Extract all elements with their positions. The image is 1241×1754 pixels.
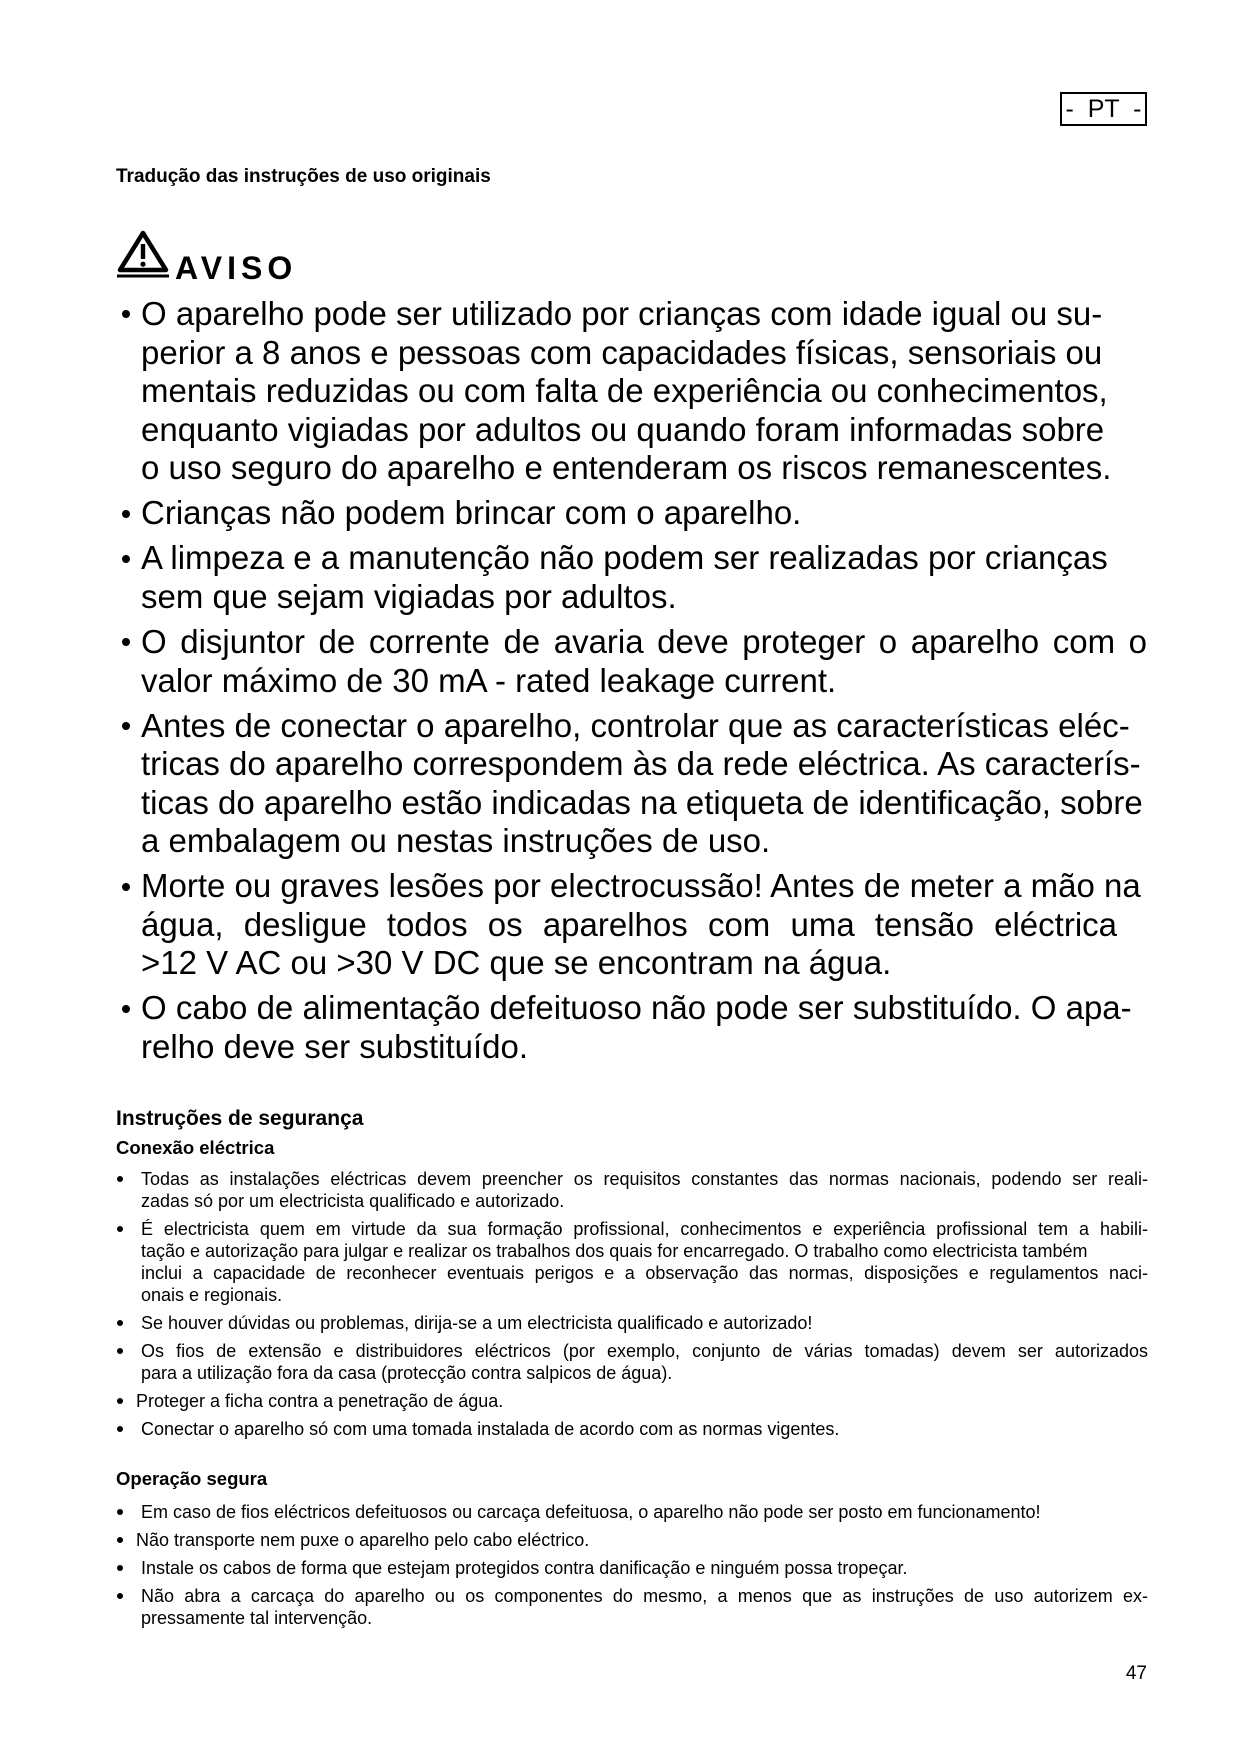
safe-operation-list <box>113 1501 1148 1629</box>
bullet-icon <box>117 1509 123 1515</box>
warning-item-line: Antes de conectar o aparelho, controlar que as características eléc- <box>141 706 1130 744</box>
page-subtitle: Tradução das instruções de uso originais <box>116 166 491 187</box>
list-item <box>113 1218 1148 1306</box>
bullet-icon <box>117 1537 123 1543</box>
warning-item-line: >12 V AC ou >30 V DC que se encontram na água. <box>141 944 892 982</box>
list-item-line: pressamente tal intervenção. <box>141 1608 373 1628</box>
warning-item-line: enquanto vigiadas por adultos ou quando foram informadas sobre <box>141 410 1105 448</box>
bullet-icon <box>117 1320 123 1326</box>
list-item-line: tação e autorização para julgar e realizar os trabalhos dos quais for encarregado. O trabalho como electricista também <box>141 1241 1088 1261</box>
electrical-connection-heading: Conexão eléctrica <box>116 1137 275 1158</box>
warning-triangle-icon <box>116 229 170 279</box>
warning-item-line: água, desligue todos os aparelhos com uma tensão eléctrica <box>141 905 1117 943</box>
warning-item-line: ticas do aparelho estão indicadas na etiqueta de identificação, sobre <box>141 783 1143 821</box>
warning-item <box>113 867 1147 983</box>
list-item-line: Conectar o aparelho só com uma tomada instalada de acordo com as normas vigentes. <box>141 1419 840 1439</box>
safe-operation-heading: Operação segura <box>116 1468 268 1489</box>
warning-item-line: perior a 8 anos e pessoas com capacidades físicas, sensoriais ou <box>141 333 1103 371</box>
warning-item-line: A limpeza e a manutenção não podem ser realizadas por crianças <box>141 539 1108 577</box>
list-item-line: onais e regionais. <box>141 1285 283 1305</box>
warning-item-line: valor máximo de 30 mA - rated leakage current. <box>141 661 837 699</box>
warning-title: AVISO <box>175 250 298 286</box>
list-item-line: Se houver dúvidas ou problemas, dirija-se a um electricista qualificado e autorizado! <box>141 1313 813 1333</box>
list-item <box>113 1585 1148 1629</box>
bullet-icon <box>122 883 130 891</box>
bullet-icon <box>122 638 130 646</box>
warning-item-line: O cabo de alimentação defeituoso não pode ser substituído. O apa- <box>141 989 1132 1027</box>
warning-item-line: sem que sejam vigiadas por adultos. <box>141 577 677 615</box>
bullet-icon <box>122 722 130 730</box>
list-item-line: Todas as instalações eléctricas devem preencher os requisitos constantes das normas nacionais, podendo ser reali- <box>141 1169 1148 1189</box>
list-item-line: É electricista quem em virtude da sua formação profissional, conhecimentos e experiência profissional tem a habili- <box>141 1219 1148 1239</box>
bullet-icon <box>117 1426 123 1432</box>
bullet-icon <box>117 1593 123 1599</box>
list-item-line: Não abra a carcaça do aparelho ou os componentes do mesmo, a menos que as instruções de uso autorizem ex- <box>141 1586 1148 1606</box>
warning-item <box>113 494 1147 533</box>
list-item <box>113 1312 1148 1334</box>
warning-item-line: tricas do aparelho correspondem às da rede eléctrica. As caracterís- <box>141 745 1141 783</box>
warning-item-line: O disjuntor de corrente de avaria deve proteger o aparelho com o <box>141 622 1147 660</box>
bullet-icon <box>122 1005 130 1013</box>
warning-item <box>113 539 1147 616</box>
list-item <box>113 1168 1148 1212</box>
bullet-icon <box>122 510 130 518</box>
warning-item <box>113 295 1147 488</box>
bullet-icon <box>117 1398 123 1404</box>
warning-item <box>113 989 1147 1066</box>
list-item <box>113 1418 1148 1440</box>
bullet-icon <box>122 555 130 563</box>
list-item-line: inclui a capacidade de reconhecer eventuais perigos e a observação das normas, disposições e regulamentos naci- <box>141 1263 1148 1283</box>
list-item <box>113 1529 1148 1551</box>
bullet-icon <box>122 310 130 318</box>
warning-item-line: O aparelho pode ser utilizado por crianças com idade igual ou su- <box>141 295 1103 332</box>
warning-item-line: Morte ou graves lesões por electrocussão! Antes de meter a mão na <box>141 867 1141 905</box>
warning-item-line: a embalagem ou nestas instruções de uso. <box>141 822 771 860</box>
warning-item-line: o uso seguro do aparelho e entenderam os riscos remanescentes. <box>141 449 1112 487</box>
warning-item-line: relho deve ser substituído. <box>141 1028 529 1066</box>
warning-list <box>113 295 1147 1067</box>
warning-item-line: mentais reduzidas ou com falta de experiência ou conhecimentos, <box>141 372 1108 410</box>
list-item-line: Em caso de fios eléctricos defeituosos ou carcaça defeituosa, o aparelho não pode ser posto em funcionamento! <box>141 1502 1041 1522</box>
electrical-connection-list <box>113 1168 1148 1440</box>
page-number: 47 <box>1125 1663 1147 1684</box>
list-item-line: Instale os cabos de forma que estejam protegidos contra danificação e ninguém possa tropeçar. <box>141 1558 908 1578</box>
language-tag: - PT - <box>1060 92 1147 126</box>
list-item-line: zadas só por um electricista qualificado e autorizado. <box>141 1191 565 1211</box>
bullet-icon <box>117 1348 123 1354</box>
bullet-icon <box>117 1176 123 1182</box>
list-item <box>113 1340 1148 1384</box>
list-item <box>113 1501 1148 1523</box>
list-item-line: para a utilização fora da casa (protecção contra salpicos de água). <box>141 1363 673 1383</box>
list-item <box>113 1557 1148 1579</box>
list-item-line: Não transporte nem puxe o aparelho pelo cabo eléctrico. <box>136 1530 590 1550</box>
list-item-line: Proteger a ficha contra a penetração de água. <box>136 1391 504 1411</box>
safety-instructions-heading: Instruções de segurança <box>116 1107 364 1130</box>
list-item <box>113 1390 1148 1412</box>
warning-item <box>113 623 1147 700</box>
bullet-icon <box>117 1565 123 1571</box>
list-item-line: Os fios de extensão e distribuidores eléctricos (por exemplo, conjunto de várias tomadas) devem ser autorizados <box>141 1341 1148 1361</box>
warning-item <box>113 707 1147 861</box>
warning-item-line: Crianças não podem brincar com o aparelho. <box>141 494 802 532</box>
bullet-icon <box>117 1226 123 1232</box>
